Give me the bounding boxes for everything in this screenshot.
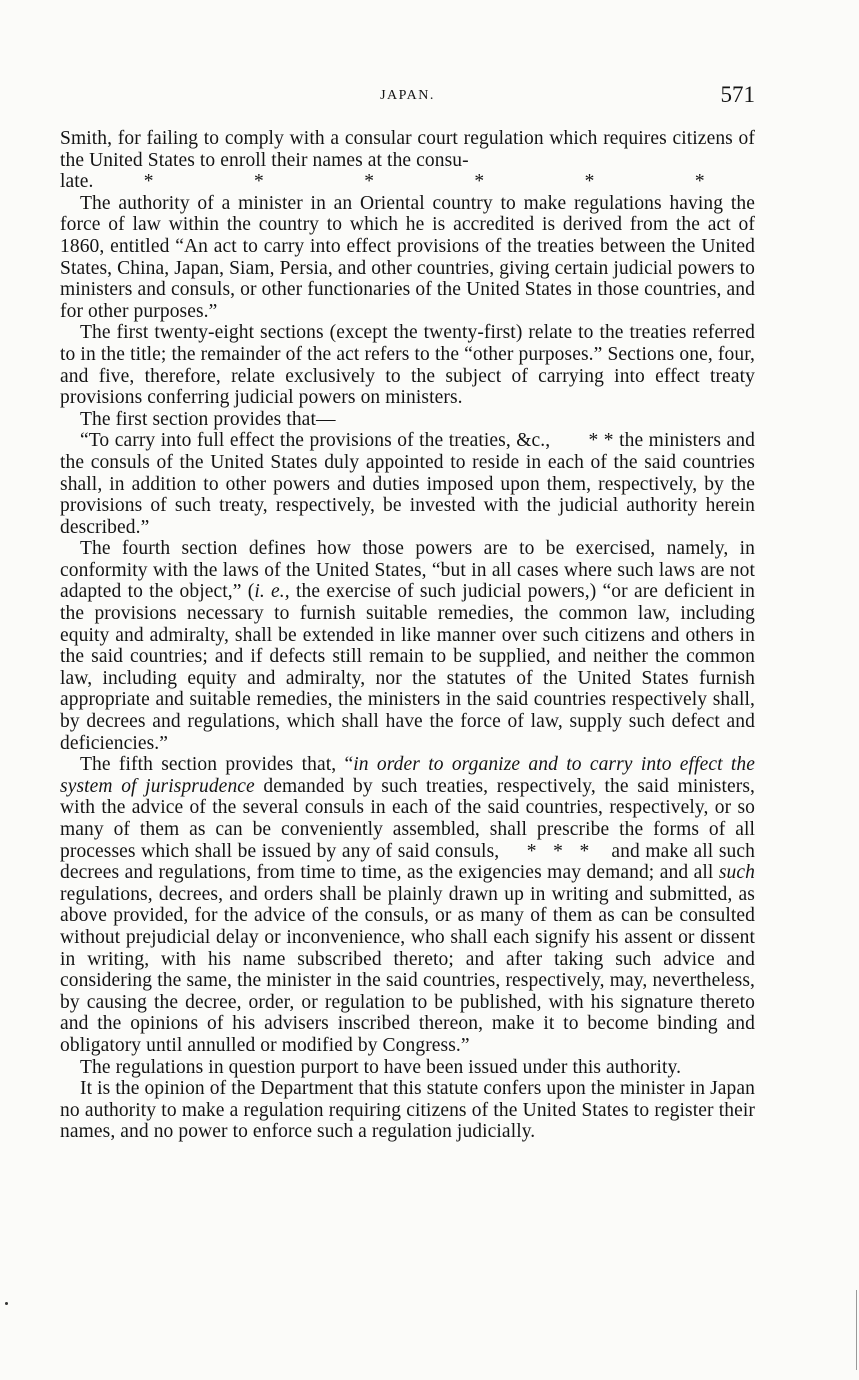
quote-start: “To carry into full effect the provisions of the treaties, &c., — [80, 430, 551, 452]
star: * — [143, 171, 154, 193]
paragraph-9: It is the opinion of the Department that this statute confers upon the minister in Japan no authority to make a regulation requiring citizens of the United States to register their names, and no power to enforce such a regulation judicially. — [60, 1078, 755, 1143]
star: * — [474, 171, 485, 193]
paragraph-1-end — [60, 171, 755, 193]
text-run: the exercise of such judicial powers,) “or are deficient in the provisions necessary to furnish suitable remedies, the common law, including equity and admiralty, shall be extended in like manner over such citizens and others in the said countries; and if defects still remain to be supplied, and neither the common law, including equity and admiralty, nor the statutes of the United States furnish appropriate and suitable remedies, the ministers in the said countries respectively shall, by decrees and regulations, which shall have the force of law, supply such defect and deficiencies.” — [60, 581, 755, 754]
paragraph-5 — [60, 430, 755, 538]
margin-dot — [5, 1302, 8, 1305]
text-run: and make all such decrees and regulations, from time to time, as the exigencies may demand; and all — [60, 840, 755, 884]
paragraph-1-tail: late. — [60, 171, 94, 193]
page-number: 571 — [720, 82, 755, 107]
page-edge-line — [856, 1290, 857, 1370]
ellipsis-stars: * * — [588, 430, 614, 452]
italic-run: i. e., — [254, 581, 290, 603]
quote-rest: the ministers and the consuls of the United States duly appointed to reside in each of the said countries shall, in addition to other powers and duties imposed upon them, respectively, by the provisions of such treaty, respectively, be invested with the judicial authority herein described.” — [60, 430, 755, 538]
ellipsis-stars: * * * — [526, 840, 590, 862]
paragraph-7 — [60, 754, 755, 1056]
italic-run: in order to organize and to carry into effect the system of jurisprudence — [60, 754, 755, 797]
star: * — [253, 171, 264, 193]
ellipsis-stars — [94, 171, 755, 193]
text-run: The fifth section provides that, “ — [80, 754, 354, 776]
star: * — [584, 171, 595, 193]
page-header — [60, 82, 755, 110]
text-run: The fourth section defines how those powers are to be exercised, namely, in conformity with the laws of the United States, “but in all cases where such laws are not adapted to the object,” ( — [60, 538, 755, 603]
text-run: regulations, decrees, and orders shall be plainly drawn up in writing and submitted, as above provided, for the advice of the consuls, or as many of them as can be consulted without prejudicial delay or inconvenience, who shall each signify his assent or dissent in writing, with his name subscribed thereto; and after taking such advice and considering the same, the minister in the said countries, respectively, may, nevertheless, by causing the decree, order, or regulation to be published, with his signature thereto and the opinions of his advisers inscribed thereon, make it to become binding and obligatory until annulled or modified by Congress.” — [60, 883, 755, 1056]
paragraph-8: The regulations in question purport to have been issued under this authority. — [80, 1056, 682, 1078]
italic-run: such — [718, 862, 755, 884]
star: * — [694, 171, 705, 193]
paragraph-6 — [60, 538, 755, 754]
body-text — [60, 128, 755, 1143]
star: * — [364, 171, 375, 193]
running-title: JAPAN. — [380, 88, 435, 103]
paragraph-1: Smith, for failing to comply with a consular court regulation which requires citizens of the United States to enroll their names at the consu- — [60, 128, 755, 171]
paragraph-2: The authority of a minister in an Oriental country to make regulations having the force of law within the country to which he is accredited is derived from the act of 1860, entitled “An act to carry into effect provisions of the treaties between the United States, China, Japan, Siam, Persia, and other countries, giving certain judicial powers to ministers and consuls, or other functionaries of the United States in those countries, and for other purposes.” — [60, 192, 755, 322]
text-run: demanded by such treaties, respectively, the said ministers, with the advice of the several consuls in each of the said countries, respectively, or so many of them as can be conveniently assembled, shall prescribe the forms of all processes which shall be issued by any of said consuls, — [60, 775, 755, 862]
paragraph-3: The first twenty-eight sections (except the twenty-first) relate to the treaties referred to in the title; the remainder of the act refers to the “other purposes.” Sections one, four, and five, therefore, relate exclusively to the subject of carrying into effect treaty provisions conferring judicial powers on ministers. — [60, 322, 755, 409]
paragraph-4: The first section provides that— — [80, 408, 336, 430]
